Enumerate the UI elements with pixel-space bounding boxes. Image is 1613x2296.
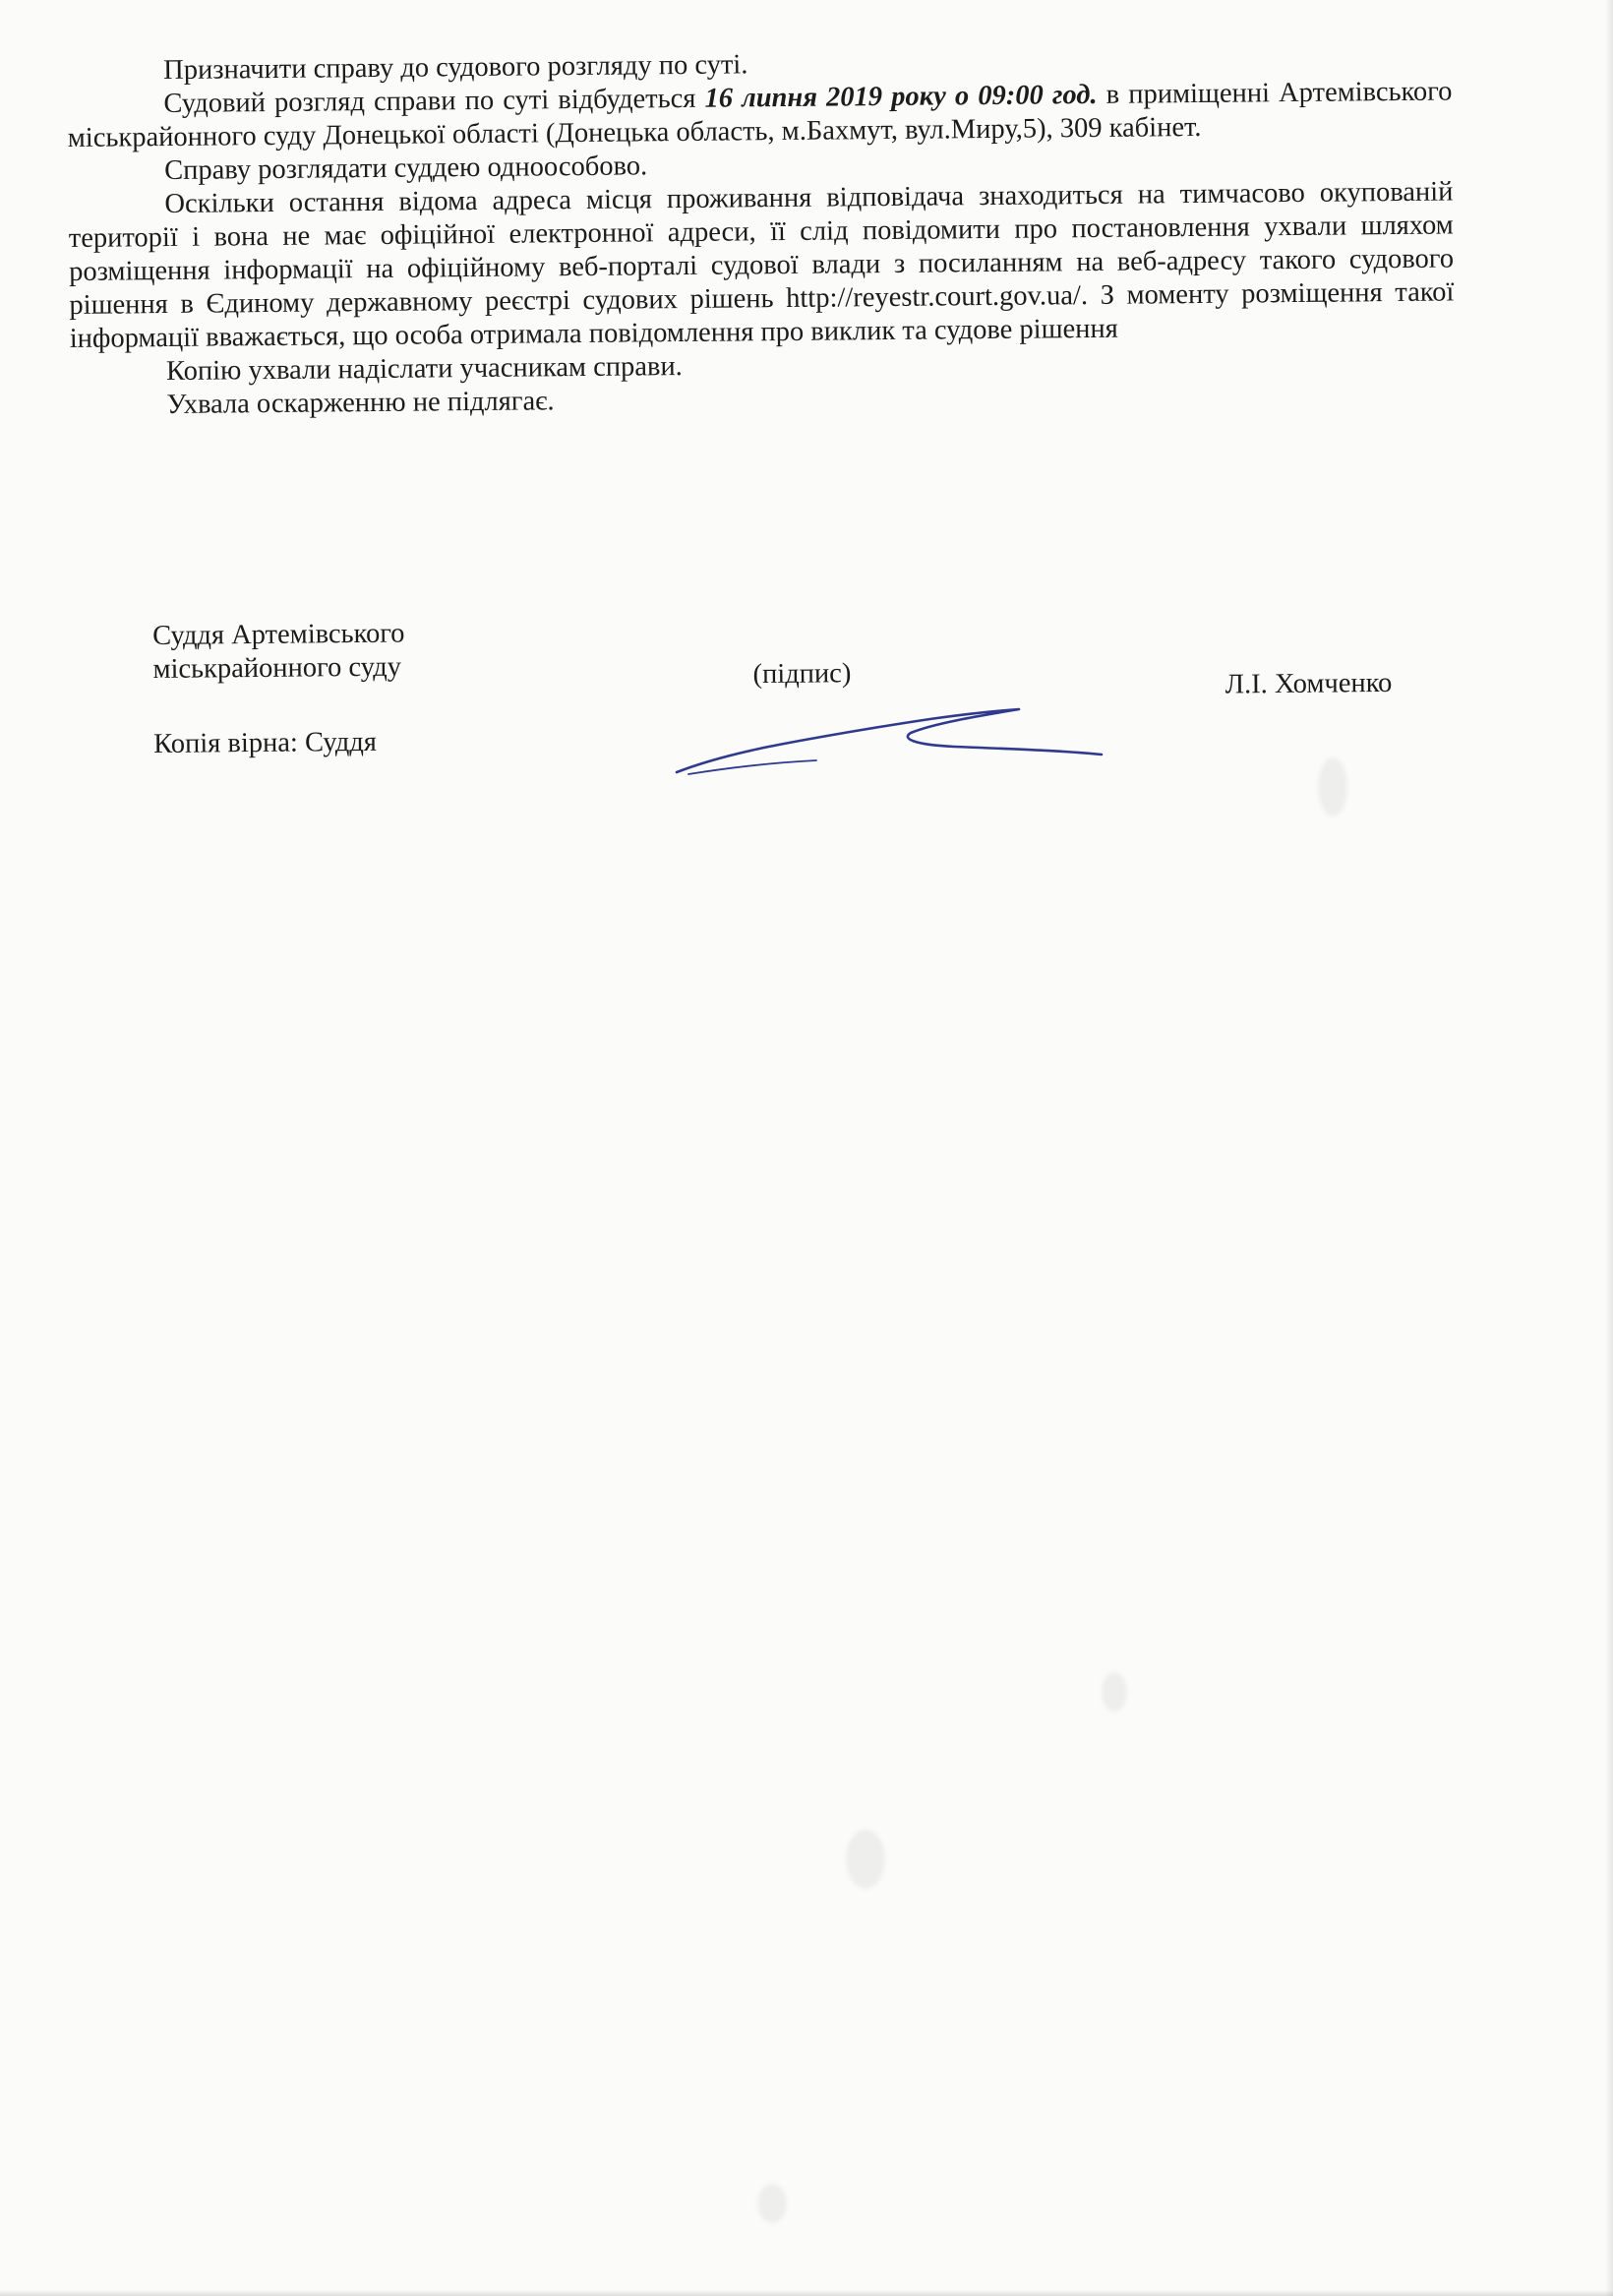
- scan-smudge: [1102, 1672, 1127, 1712]
- paragraph-send-copy: Копію ухвали надіслати учасникам справи.: [165, 351, 683, 388]
- signature-block: [152, 608, 1431, 759]
- ruling-text: [67, 41, 1456, 422]
- scan-smudge: [757, 2184, 787, 2223]
- signature-placeholder: (підпис): [752, 658, 852, 691]
- paragraph-schedule-hearing: Призначити справу до судового розгляду по суті.: [163, 49, 748, 87]
- paragraph-single-judge: Справу розглядати суддею одноособово.: [163, 151, 648, 187]
- hearing-location: в приміщенні Артемівського міськрайонного суду Донецької області (Донецька область, м.Бахмут, вул.Миру,5), 309 кабінет.: [67, 76, 1453, 153]
- paragraph-notification: Оскільки остання відома адреса місця проживання відповідача знаходиться на тимчасово окупованій території і вона не має офіційної електронної адреси, її слід повідомити про постановлення ухвали шляхом розміщення інформації на офіційному веб-порталі судової влади з посиланням на веб-адресу такого судового рішення в Єдиному державному реєстрі судових рішень http://reyestr.court.gov.ua/. З моменту розміщення такої інформації вважається, що особа отримала повідомлення про виклик та судове рішення: [68, 176, 1455, 354]
- scan-edge-right: [1605, 0, 1613, 2296]
- copy-certified-label: Копія вірна: Суддя: [153, 726, 378, 759]
- scan-edge-bottom: [0, 2290, 1613, 2296]
- signature-stroke-main: [677, 709, 1102, 772]
- scan-smudge: [846, 1830, 885, 1889]
- handwritten-signature: [669, 694, 1121, 782]
- hearing-intro: Судовий розгляд справи по суті відбудеться: [163, 83, 705, 120]
- hearing-date: 16 липня 2019 року о 09:00 год.: [704, 79, 1098, 114]
- judge-title-line1: Суддя Артемівського: [152, 618, 405, 651]
- scan-smudge: [1318, 757, 1347, 816]
- judge-title-line2: міськрайонного суду: [152, 651, 402, 685]
- judge-name: Л.І. Хомченко: [1225, 667, 1393, 700]
- paragraph-no-appeal: Ухвала оскарженню не підлягає.: [166, 386, 555, 421]
